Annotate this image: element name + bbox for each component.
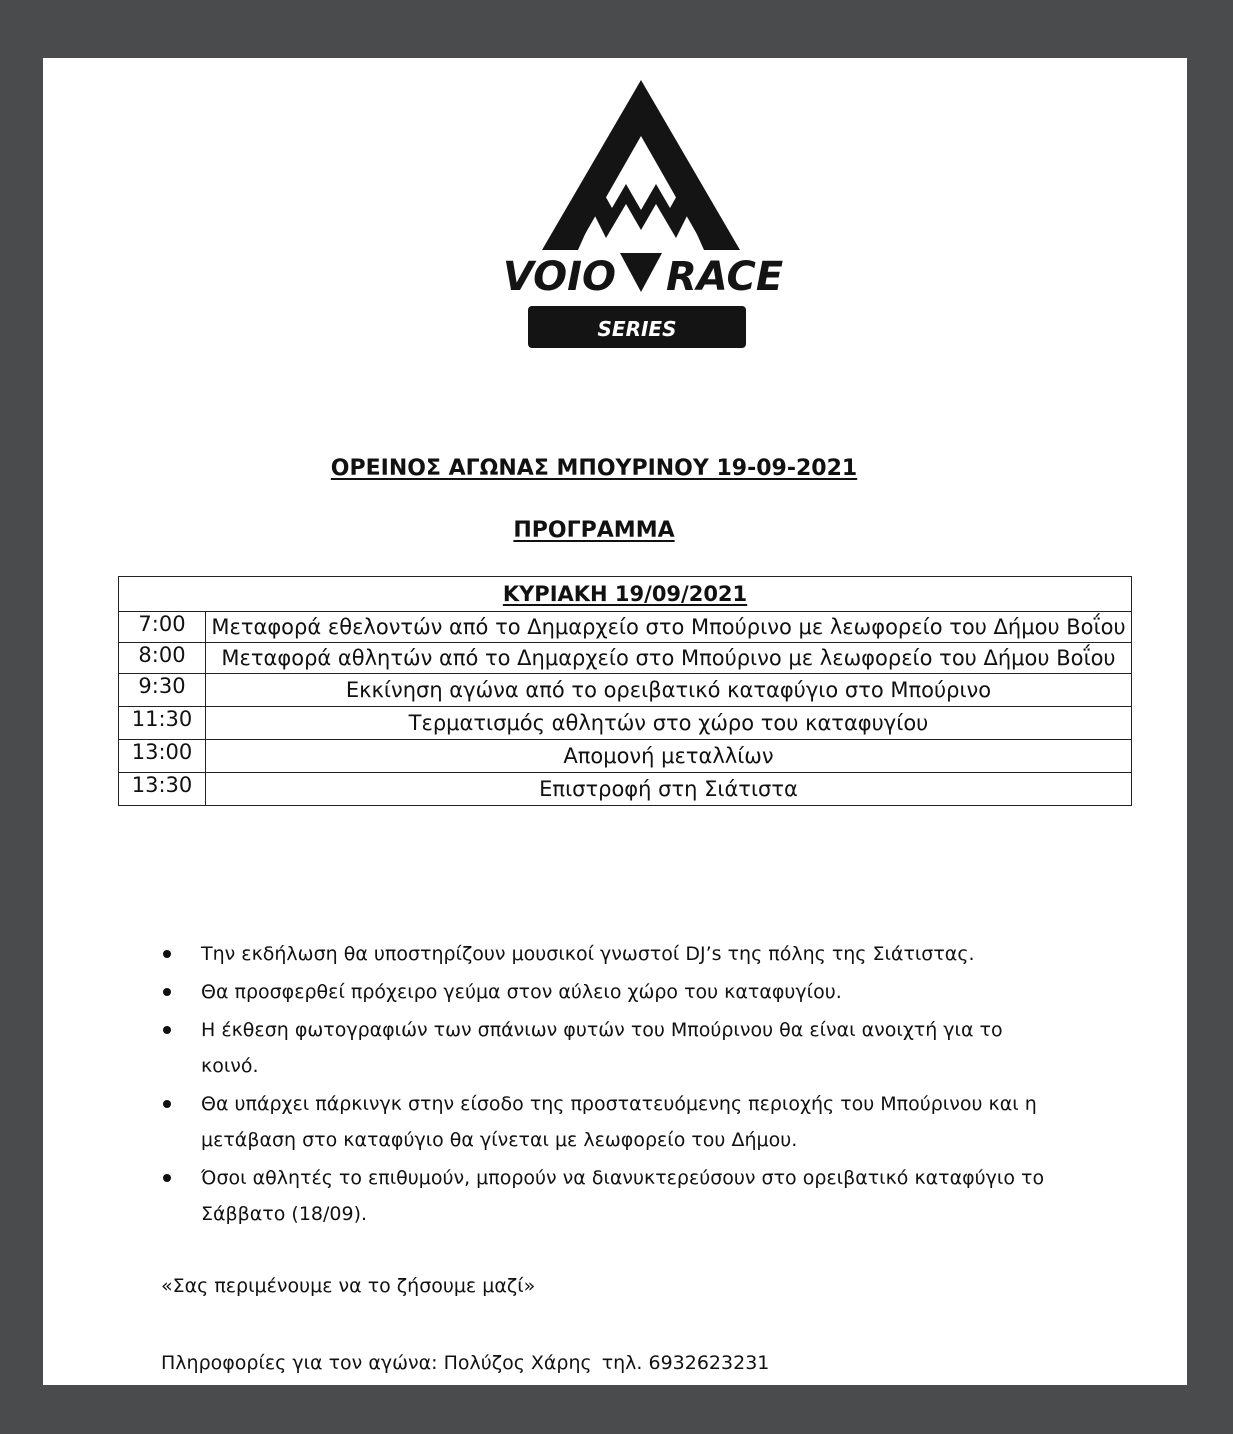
note-text: Η έκθεση φωτογραφιών των σπάνιων φυτών του Μπούρινου θα είναι ανοιχτή για το κοινό. — [201, 1019, 1003, 1077]
schedule-table — [118, 576, 1132, 806]
page-subtitle: ΠΡΟΓΡΑΜΜΑ — [513, 518, 675, 543]
note-text: Θα προσφερθεί πρόχειρο γεύμα στον αύλειο χώρο του καταφυγίου. — [201, 981, 842, 1003]
list-item — [161, 1086, 1061, 1158]
day-header — [119, 577, 1132, 612]
contact-info — [161, 1352, 769, 1374]
bullet-icon — [163, 988, 171, 996]
bullet-icon — [163, 950, 171, 958]
table-row — [119, 612, 1132, 643]
table-row — [119, 773, 1132, 806]
time-cell: 9:30 — [119, 674, 206, 707]
notes-list — [161, 936, 1061, 1234]
list-item — [161, 936, 1061, 972]
list-item — [161, 1012, 1061, 1084]
list-item — [161, 1160, 1061, 1232]
day-header-label: ΚΥΡΙΑΚΗ 19/09/2021 — [502, 582, 748, 606]
activity-cell: Μεταφορά αθλητών από το Δημαρχείο στο Μπούρινο με λεωφορείο του Δήμου Βοΐου — [206, 643, 1132, 674]
document-page — [43, 58, 1187, 1385]
note-text: Όσοι αθλητές το επιθυμούν, μπορούν να διανυκτερεύσουν στο ορειβατικό καταφύγιο το Σάββατο (18/09). — [201, 1167, 1045, 1225]
time-cell: 8:00 — [119, 643, 206, 674]
table-row — [119, 643, 1132, 674]
time-cell: 11:30 — [119, 707, 206, 740]
page-title: ΟΡΕΙΝΟΣ ΑΓΩΝΑΣ ΜΠΟΥΡΙΝΟΥ 19-09-2021 — [330, 456, 858, 481]
activity-cell: Μεταφορά εθελοντών από το Δημαρχείο στο Μπούρινο με λεωφορείο του Δήμου Βοΐου — [206, 612, 1132, 643]
note-text: Θα υπάρχει πάρκινγκ στην είσοδο της προστατευόμενης περιοχής του Μπούρινου και η μετάβαση στο καταφύγιο θα γίνεται με λεωφορείο του Δήμου. — [201, 1093, 1037, 1151]
closing-quote: «Σας περιμένουμε να το ζήσουμε μαζί» — [161, 1275, 536, 1297]
list-item — [161, 974, 1061, 1010]
bullet-icon — [163, 1100, 171, 1108]
brand-left-text: VOIO — [502, 254, 616, 300]
activity-cell: Τερματισμός αθλητών στο χώρο του καταφυγίου — [206, 707, 1132, 740]
table-row — [119, 740, 1132, 773]
contact-phone: τηλ. 6932623231 — [601, 1352, 770, 1374]
time-cell: 13:30 — [119, 773, 206, 806]
table-row — [119, 674, 1132, 707]
mountain-triangle-logo — [502, 78, 784, 356]
contact-info-label: Πληροφορίες για τον αγώνα: Πολύζος Χάρης — [161, 1352, 592, 1374]
activity-cell: Εκκίνηση αγώνα από το ορειβατικό καταφύγιο στο Μπούρινο — [206, 674, 1132, 707]
time-cell: 7:00 — [119, 612, 206, 643]
brand-right-text: RACE — [666, 254, 784, 300]
activity-cell: Επιστροφή στη Σιάτιστα — [206, 773, 1132, 806]
time-cell: 13:00 — [119, 740, 206, 773]
table-row — [119, 707, 1132, 740]
bullet-icon — [163, 1026, 171, 1034]
note-text: Την εκδήλωση θα υποστηρίζουν μουσικοί γνωστοί DJ’s της πόλης της Σιάτιστας. — [201, 943, 975, 965]
series-badge-label: SERIES — [597, 317, 677, 341]
schedule-header-row — [119, 577, 1132, 612]
bullet-icon — [163, 1174, 171, 1182]
activity-cell: Απομονή μεταλλίων — [206, 740, 1132, 773]
